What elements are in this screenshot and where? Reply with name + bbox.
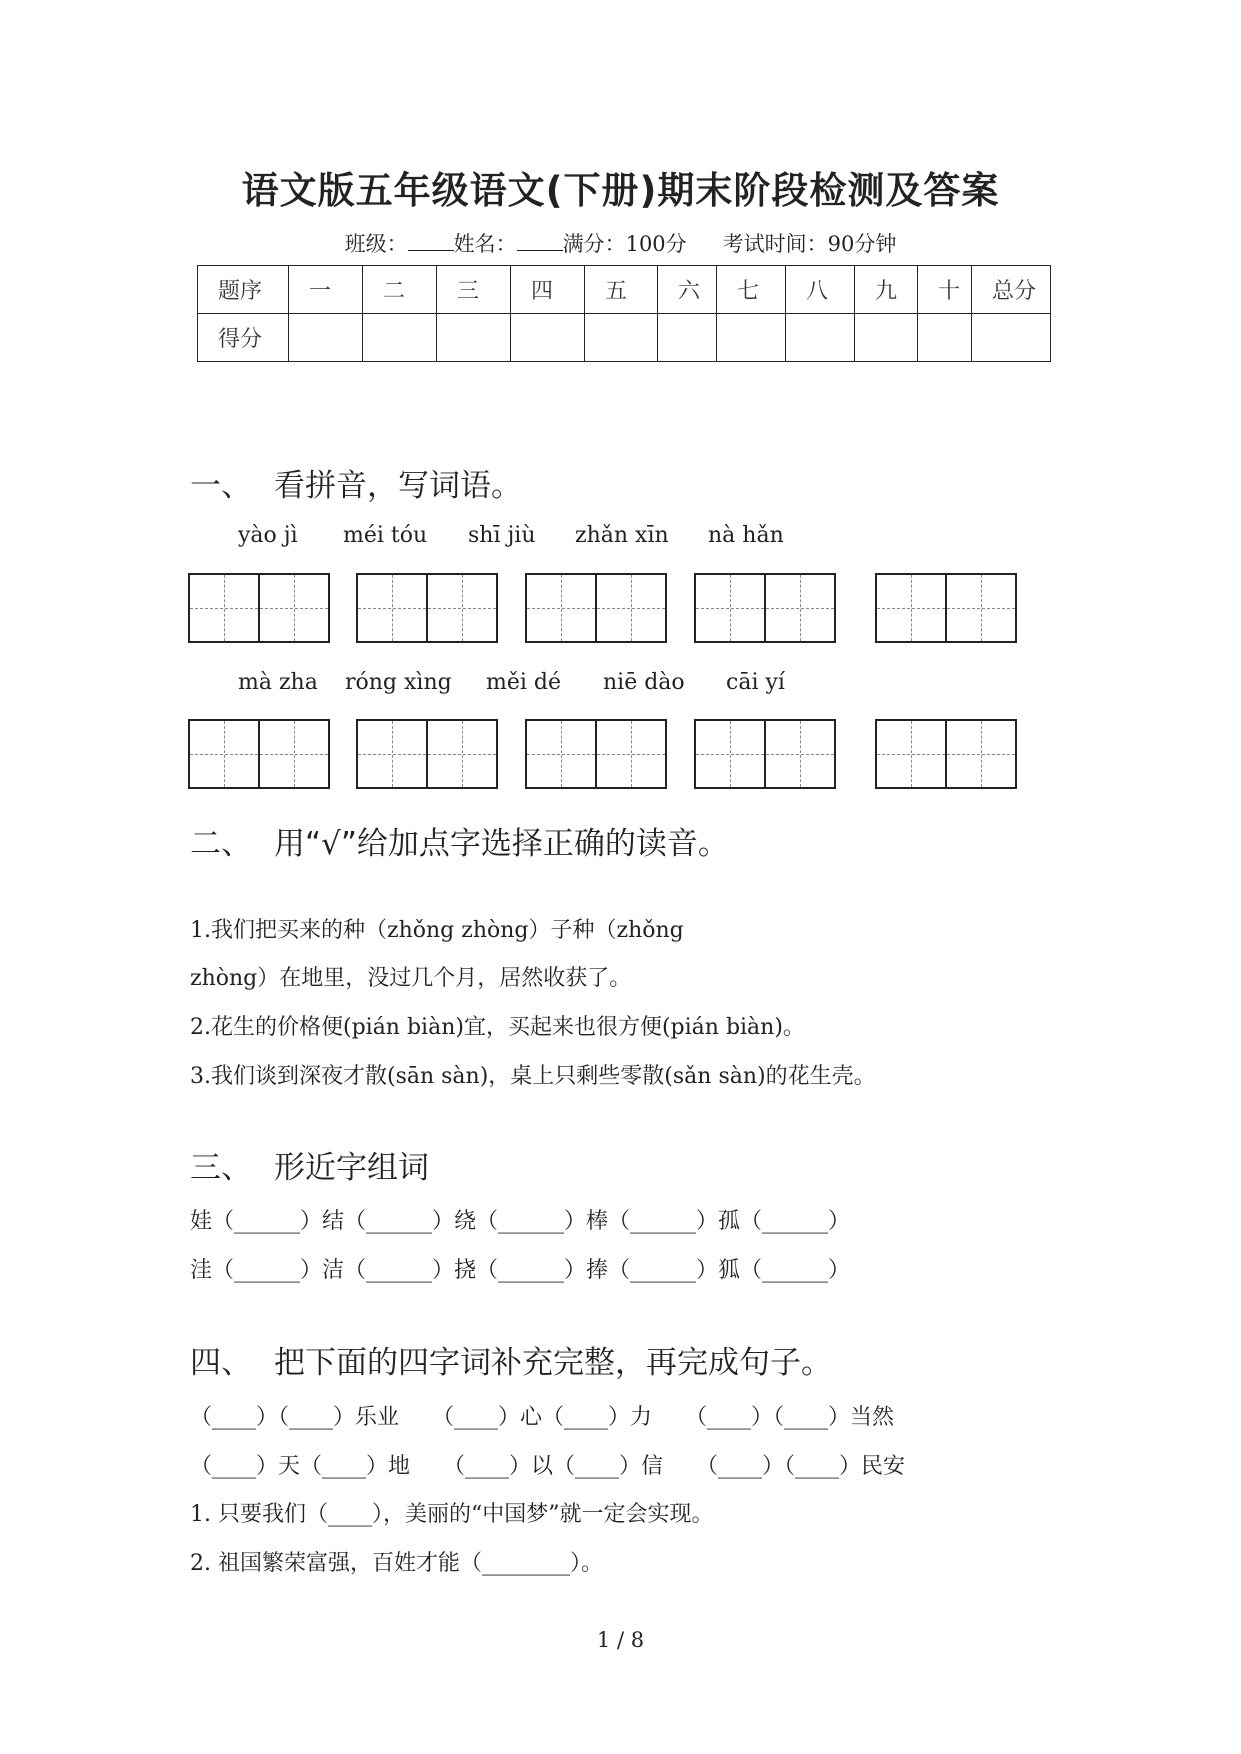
score-input-cell[interactable] — [786, 314, 855, 362]
question-line: 1.我们把买来的种（zhǒng zhòng）子种（zhǒng — [190, 918, 684, 943]
table-cell: 七 — [717, 266, 786, 314]
section-2-title — [190, 818, 729, 863]
question-line: zhòng）在地里，没过几个月，居然收获了。 — [190, 966, 632, 991]
pinyin-label: nà hǎn — [708, 523, 784, 548]
page-title: 语文版五年级语文(下册)期末阶段检测及答案 — [241, 169, 1000, 212]
section-3-title — [190, 1142, 429, 1187]
page-number: 1 / 8 — [596, 1628, 645, 1652]
writing-box[interactable] — [356, 719, 498, 789]
writing-box[interactable] — [875, 573, 1017, 643]
question-line: 3.我们谈到深夜才散(sān sàn)，桌上只剩些零散(sǎn sàn)的花生壳。 — [190, 1064, 876, 1089]
score-input-cell[interactable] — [972, 314, 1051, 362]
full-score: 满分：100分 — [562, 232, 687, 256]
name-blank — [517, 232, 563, 251]
score-input-cell[interactable] — [918, 314, 972, 362]
table-cell: 九 — [855, 266, 918, 314]
table-cell: 总分 — [972, 266, 1051, 314]
section-4-title — [190, 1337, 832, 1382]
section-heading: 形近字组词 — [274, 1150, 429, 1186]
score-input-cell[interactable] — [437, 314, 511, 362]
table-cell: 八 — [786, 266, 855, 314]
score-input-cell[interactable] — [289, 314, 363, 362]
score-input-cell[interactable] — [585, 314, 658, 362]
section-number: 二、 — [190, 826, 252, 862]
pinyin-label: róng xìng — [345, 670, 452, 695]
pinyin-label: méi tóu — [343, 523, 428, 548]
section-1-title — [190, 460, 522, 505]
pinyin-label: měi dé — [486, 670, 562, 695]
section-number: 四、 — [190, 1345, 252, 1381]
table-cell: 十 — [918, 266, 972, 314]
question-line: 洼（______）洁（______）挠（______）捧（______）狐（______） — [190, 1258, 851, 1283]
pinyin-label: cāi yí — [726, 670, 785, 695]
score-input-cell[interactable] — [511, 314, 585, 362]
section-number: 三、 — [190, 1150, 252, 1186]
pinyin-label: mà zha — [238, 670, 318, 695]
table-cell: 二 — [363, 266, 437, 314]
pinyin-label: yào jì — [238, 523, 298, 548]
writing-box[interactable] — [188, 719, 330, 789]
score-input-cell[interactable] — [855, 314, 918, 362]
pinyin-label: niē dào — [603, 670, 685, 695]
pinyin-label: zhǎn xīn — [575, 523, 669, 548]
score-table — [197, 265, 1051, 362]
score-input-cell[interactable] — [658, 314, 717, 362]
table-cell: 五 — [585, 266, 658, 314]
question-line: 娃（______）结（______）绕（______）棒（______）孤（______） — [190, 1209, 851, 1234]
section-number: 一、 — [190, 468, 252, 504]
exam-info — [0, 228, 1241, 258]
score-table-header — [198, 266, 1051, 314]
class-blank — [408, 232, 454, 251]
name-label: 姓名： — [453, 232, 517, 256]
table-cell: 得分 — [198, 314, 289, 362]
question-line: 2. 祖国繁荣富强，百姓才能（________）。 — [190, 1551, 603, 1576]
section-heading: 用“√”给加点字选择正确的读音。 — [274, 826, 729, 862]
score-table-row — [198, 314, 1051, 362]
writing-box[interactable] — [694, 719, 836, 789]
writing-box[interactable] — [188, 573, 330, 643]
writing-box[interactable] — [875, 719, 1017, 789]
table-cell: 一 — [289, 266, 363, 314]
pinyin-label: shī jiù — [468, 523, 536, 548]
table-cell: 三 — [437, 266, 511, 314]
table-cell: 题序 — [198, 266, 289, 314]
writing-box[interactable] — [525, 719, 667, 789]
writing-box[interactable] — [525, 573, 667, 643]
exam-time: 考试时间：90分钟 — [722, 232, 897, 256]
score-input-cell[interactable] — [363, 314, 437, 362]
section-heading: 看拼音，写词语。 — [274, 468, 522, 504]
question-line: 1. 只要我们（____），美丽的“中国梦”就一定会实现。 — [190, 1502, 714, 1527]
question-line: 2.花生的价格便(pián biàn)宜，买起来也很方便(pián biàn)。 — [190, 1015, 805, 1040]
score-input-cell[interactable] — [717, 314, 786, 362]
writing-box[interactable] — [356, 573, 498, 643]
class-label: 班级： — [344, 232, 408, 256]
section-heading: 把下面的四字词补充完整，再完成句子。 — [274, 1345, 832, 1381]
question-line: （____）天（____）地 （____）以（____）信 （____）（____）民安 — [190, 1454, 906, 1479]
writing-box[interactable] — [694, 573, 836, 643]
table-cell: 四 — [511, 266, 585, 314]
table-cell: 六 — [658, 266, 717, 314]
question-line: （____）（____）乐业 （____）心（____）力 （____）（____）当然 — [190, 1405, 895, 1430]
